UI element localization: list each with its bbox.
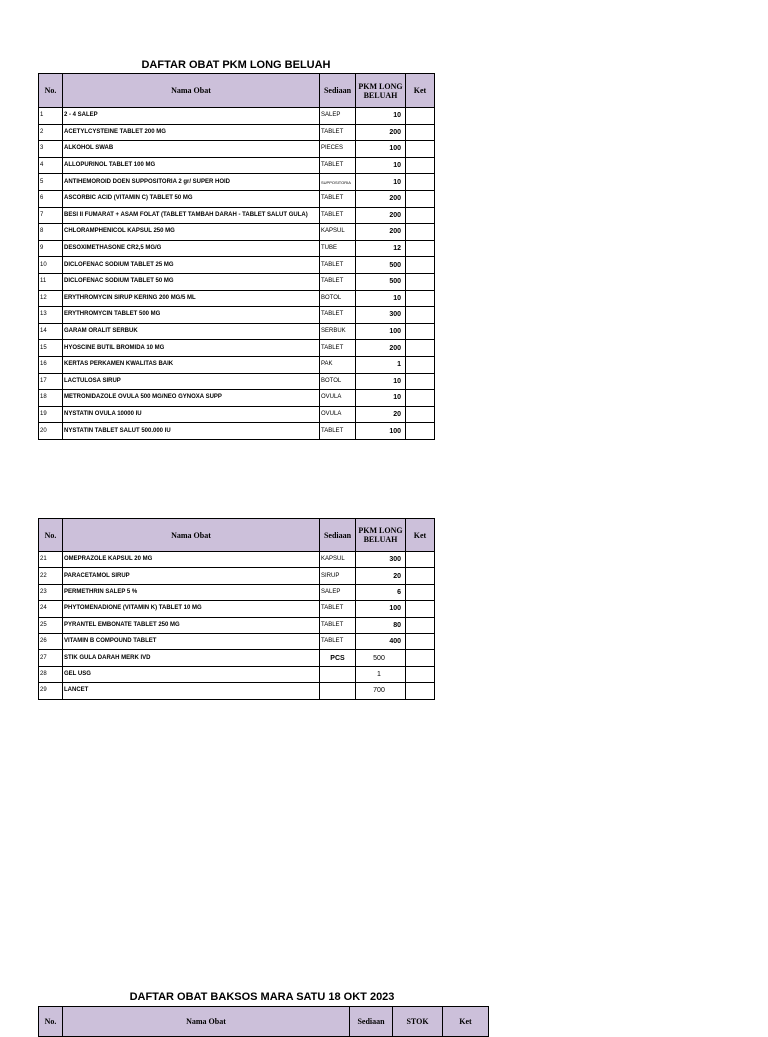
row-quantity: 200 (356, 124, 406, 141)
row-ket (406, 124, 435, 141)
row-sediaan: SALEP (320, 584, 356, 600)
header-ket: Ket (406, 74, 435, 108)
row-no: 15 (39, 340, 63, 357)
row-sediaan (320, 683, 356, 699)
row-quantity: 200 (356, 190, 406, 207)
row-nama-obat: HYOSCINE BUTIL BROMIDA 10 MG (63, 340, 320, 357)
row-nama-obat: STIK GULA DARAH MERK IVD (63, 650, 320, 666)
row-ket (406, 650, 435, 666)
row-quantity: 200 (356, 224, 406, 241)
row-quantity: 10 (356, 108, 406, 125)
row-no: 26 (39, 633, 63, 649)
row-sediaan: TABLET (320, 633, 356, 649)
row-no: 5 (39, 174, 63, 191)
row-ket (406, 323, 435, 340)
table-row (39, 257, 435, 274)
drug-table-3 (38, 1006, 489, 1037)
table-row (39, 552, 435, 568)
row-nama-obat: GARAM ORALIT SERBUK (63, 323, 320, 340)
table-row (39, 617, 435, 633)
table-row (39, 240, 435, 257)
row-no: 20 (39, 423, 63, 440)
row-quantity: 200 (356, 207, 406, 224)
row-ket (406, 340, 435, 357)
row-quantity: 200 (356, 340, 406, 357)
row-sediaan: TUBE (320, 240, 356, 257)
row-quantity: 20 (356, 568, 406, 584)
row-ket (406, 390, 435, 407)
row-sediaan (320, 666, 356, 682)
row-sediaan: TABLET (320, 190, 356, 207)
row-sediaan: KAPSUL (320, 552, 356, 568)
row-nama-obat: ACETYLCYSTEINE TABLET 200 MG (63, 124, 320, 141)
row-quantity: 20 (356, 406, 406, 423)
row-ket (406, 633, 435, 649)
row-no: 24 (39, 601, 63, 617)
row-nama-obat: DICLOFENAC SODIUM TABLET 50 MG (63, 273, 320, 290)
row-quantity: 12 (356, 240, 406, 257)
header-nama-obat: Nama Obat (63, 74, 320, 108)
row-no: 23 (39, 584, 63, 600)
row-no: 6 (39, 190, 63, 207)
row-nama-obat: PYRANTEL EMBONATE TABLET 250 MG (63, 617, 320, 633)
header-pkm-long-beluah: PKM LONG BELUAH (356, 74, 406, 108)
row-quantity: 300 (356, 552, 406, 568)
header-stok: STOK (393, 1007, 443, 1037)
header-no: No. (39, 519, 63, 552)
table-row (39, 568, 435, 584)
table-row (39, 683, 435, 699)
row-no: 28 (39, 666, 63, 682)
table-row (39, 323, 435, 340)
row-sediaan: TABLET (320, 273, 356, 290)
row-sediaan: PAK (320, 356, 356, 373)
row-quantity: 1 (356, 356, 406, 373)
row-sediaan: KAPSUL (320, 224, 356, 241)
row-ket (406, 141, 435, 158)
row-sediaan: SALEP (320, 108, 356, 125)
table-row (39, 356, 435, 373)
row-ket (406, 584, 435, 600)
header-pkm-long-beluah: PKM LONG BELUAH (356, 519, 406, 552)
row-no: 12 (39, 290, 63, 307)
row-quantity: 6 (356, 584, 406, 600)
row-sediaan: SERBUK (320, 323, 356, 340)
row-sediaan: SUPPOSITORIA (320, 174, 356, 191)
row-sediaan: TABLET (320, 617, 356, 633)
header-sediaan: Sediaan (350, 1007, 393, 1037)
table-row (39, 584, 435, 600)
row-quantity: 10 (356, 390, 406, 407)
row-ket (406, 552, 435, 568)
row-nama-obat: 2 - 4 SALEP (63, 108, 320, 125)
row-nama-obat: ERYTHROMYCIN SIRUP KERING 200 MG/5 ML (63, 290, 320, 307)
row-nama-obat: ASCORBIC ACID (VITAMIN C) TABLET 50 MG (63, 190, 320, 207)
row-no: 29 (39, 683, 63, 699)
row-quantity: 700 (356, 683, 406, 699)
row-nama-obat: ANTIHEMOROID DOEN SUPPOSITORIA 2 gr/ SUPER HOID (63, 174, 320, 191)
header-ket: Ket (406, 519, 435, 552)
row-no: 19 (39, 406, 63, 423)
table-row (39, 307, 435, 324)
row-nama-obat: CHLORAMPHENICOL KAPSUL 250 MG (63, 224, 320, 241)
header-ket: Ket (443, 1007, 489, 1037)
row-sediaan: BOTOL (320, 373, 356, 390)
table1-title: DAFTAR OBAT PKM LONG BELUAH (141, 59, 331, 71)
row-sediaan: PIECES (320, 141, 356, 158)
table-row (39, 340, 435, 357)
row-nama-obat: GEL USG (63, 666, 320, 682)
table-row (39, 157, 435, 174)
row-quantity: 10 (356, 174, 406, 191)
row-no: 27 (39, 650, 63, 666)
row-ket (406, 373, 435, 390)
table-row (39, 207, 435, 224)
row-quantity: 500 (356, 257, 406, 274)
row-sediaan: TABLET (320, 340, 356, 357)
row-nama-obat: ALLOPURINOL TABLET 100 MG (63, 157, 320, 174)
table-row (39, 650, 435, 666)
row-sediaan: TABLET (320, 157, 356, 174)
table-row (39, 423, 435, 440)
row-quantity: 10 (356, 373, 406, 390)
row-ket (406, 190, 435, 207)
row-no: 25 (39, 617, 63, 633)
row-nama-obat: ALKOHOL SWAB (63, 141, 320, 158)
row-ket (406, 290, 435, 307)
row-ket (406, 174, 435, 191)
row-quantity: 500 (356, 273, 406, 290)
header-sediaan: Sediaan (320, 74, 356, 108)
row-no: 4 (39, 157, 63, 174)
table-row (39, 633, 435, 649)
row-ket (406, 406, 435, 423)
row-sediaan: OVULA (320, 406, 356, 423)
row-no: 11 (39, 273, 63, 290)
row-quantity: 300 (356, 307, 406, 324)
table-row (39, 601, 435, 617)
row-ket (406, 224, 435, 241)
row-no: 3 (39, 141, 63, 158)
row-nama-obat: KERTAS PERKAMEN KWALITAS BAIK (63, 356, 320, 373)
row-ket (406, 240, 435, 257)
row-ket (406, 307, 435, 324)
header-nama-obat: Nama Obat (63, 1007, 350, 1037)
row-ket (406, 207, 435, 224)
row-no: 10 (39, 257, 63, 274)
row-nama-obat: PHYTOMENADIONE (VITAMIN K) TABLET 10 MG (63, 601, 320, 617)
row-nama-obat: PARACETAMOL SIRUP (63, 568, 320, 584)
row-nama-obat: NYSTATIN TABLET SALUT 500.000 IU (63, 423, 320, 440)
row-quantity: 100 (356, 323, 406, 340)
row-quantity: 1 (356, 666, 406, 682)
row-nama-obat: DICLOFENAC SODIUM TABLET 25 MG (63, 257, 320, 274)
row-no: 22 (39, 568, 63, 584)
row-no: 1 (39, 108, 63, 125)
row-nama-obat: VITAMIN B COMPOUND TABLET (63, 633, 320, 649)
row-nama-obat: DESOXIMETHASONE CR2,5 MG/G (63, 240, 320, 257)
row-nama-obat: PERMETHRIN SALEP 5 % (63, 584, 320, 600)
header-no: No. (39, 74, 63, 108)
row-quantity: 10 (356, 157, 406, 174)
row-sediaan: TABLET (320, 257, 356, 274)
row-nama-obat: LANCET (63, 683, 320, 699)
row-quantity: 400 (356, 633, 406, 649)
drug-table-2 (38, 518, 435, 700)
row-no: 16 (39, 356, 63, 373)
row-ket (406, 568, 435, 584)
row-no: 2 (39, 124, 63, 141)
row-sediaan: TABLET (320, 423, 356, 440)
row-ket (406, 423, 435, 440)
row-no: 9 (39, 240, 63, 257)
row-no: 17 (39, 373, 63, 390)
table-row (39, 666, 435, 682)
row-ket (406, 157, 435, 174)
table-row (39, 141, 435, 158)
row-sediaan: TABLET (320, 601, 356, 617)
row-no: 13 (39, 307, 63, 324)
row-ket (406, 601, 435, 617)
row-ket (406, 666, 435, 682)
row-sediaan: SIRUP (320, 568, 356, 584)
table-row (39, 406, 435, 423)
row-nama-obat: BESI II FUMARAT + ASAM FOLAT (TABLET TAMBAH DARAH - TABLET SALUT GULA) (63, 207, 320, 224)
row-quantity: 100 (356, 423, 406, 440)
table-row (39, 190, 435, 207)
row-quantity: 500 (356, 650, 406, 666)
row-sediaan: TABLET (320, 124, 356, 141)
table-row (39, 124, 435, 141)
table-row (39, 174, 435, 191)
row-quantity: 100 (356, 601, 406, 617)
row-sediaan: PCS (320, 650, 356, 666)
table3-title: DAFTAR OBAT BAKSOS MARA SATU 18 OKT 2023 (129, 991, 395, 1003)
header-nama-obat: Nama Obat (63, 519, 320, 552)
row-no: 8 (39, 224, 63, 241)
table-row (39, 290, 435, 307)
row-quantity: 100 (356, 141, 406, 158)
table-row (39, 390, 435, 407)
row-ket (406, 108, 435, 125)
table-row (39, 373, 435, 390)
drug-table-1 (38, 73, 435, 440)
table-row (39, 108, 435, 125)
table-row (39, 273, 435, 290)
row-sediaan: BOTOL (320, 290, 356, 307)
row-no: 14 (39, 323, 63, 340)
row-quantity: 80 (356, 617, 406, 633)
row-no: 18 (39, 390, 63, 407)
row-ket (406, 273, 435, 290)
row-ket (406, 356, 435, 373)
row-ket (406, 683, 435, 699)
row-no: 21 (39, 552, 63, 568)
row-nama-obat: LACTULOSA SIRUP (63, 373, 320, 390)
row-nama-obat: METRONIDAZOLE OVULA 500 MG/NEO GYNOXA SUPP (63, 390, 320, 407)
row-no: 7 (39, 207, 63, 224)
row-sediaan: TABLET (320, 207, 356, 224)
row-sediaan: TABLET (320, 307, 356, 324)
header-no: No. (39, 1007, 63, 1037)
row-ket (406, 617, 435, 633)
row-quantity: 10 (356, 290, 406, 307)
row-ket (406, 257, 435, 274)
header-sediaan: Sediaan (320, 519, 356, 552)
row-sediaan: OVULA (320, 390, 356, 407)
row-nama-obat: ERYTHROMYCIN TABLET 500 MG (63, 307, 320, 324)
table-row (39, 224, 435, 241)
row-nama-obat: NYSTATIN OVULA 10000 IU (63, 406, 320, 423)
row-nama-obat: OMEPRAZOLE KAPSUL 20 MG (63, 552, 320, 568)
